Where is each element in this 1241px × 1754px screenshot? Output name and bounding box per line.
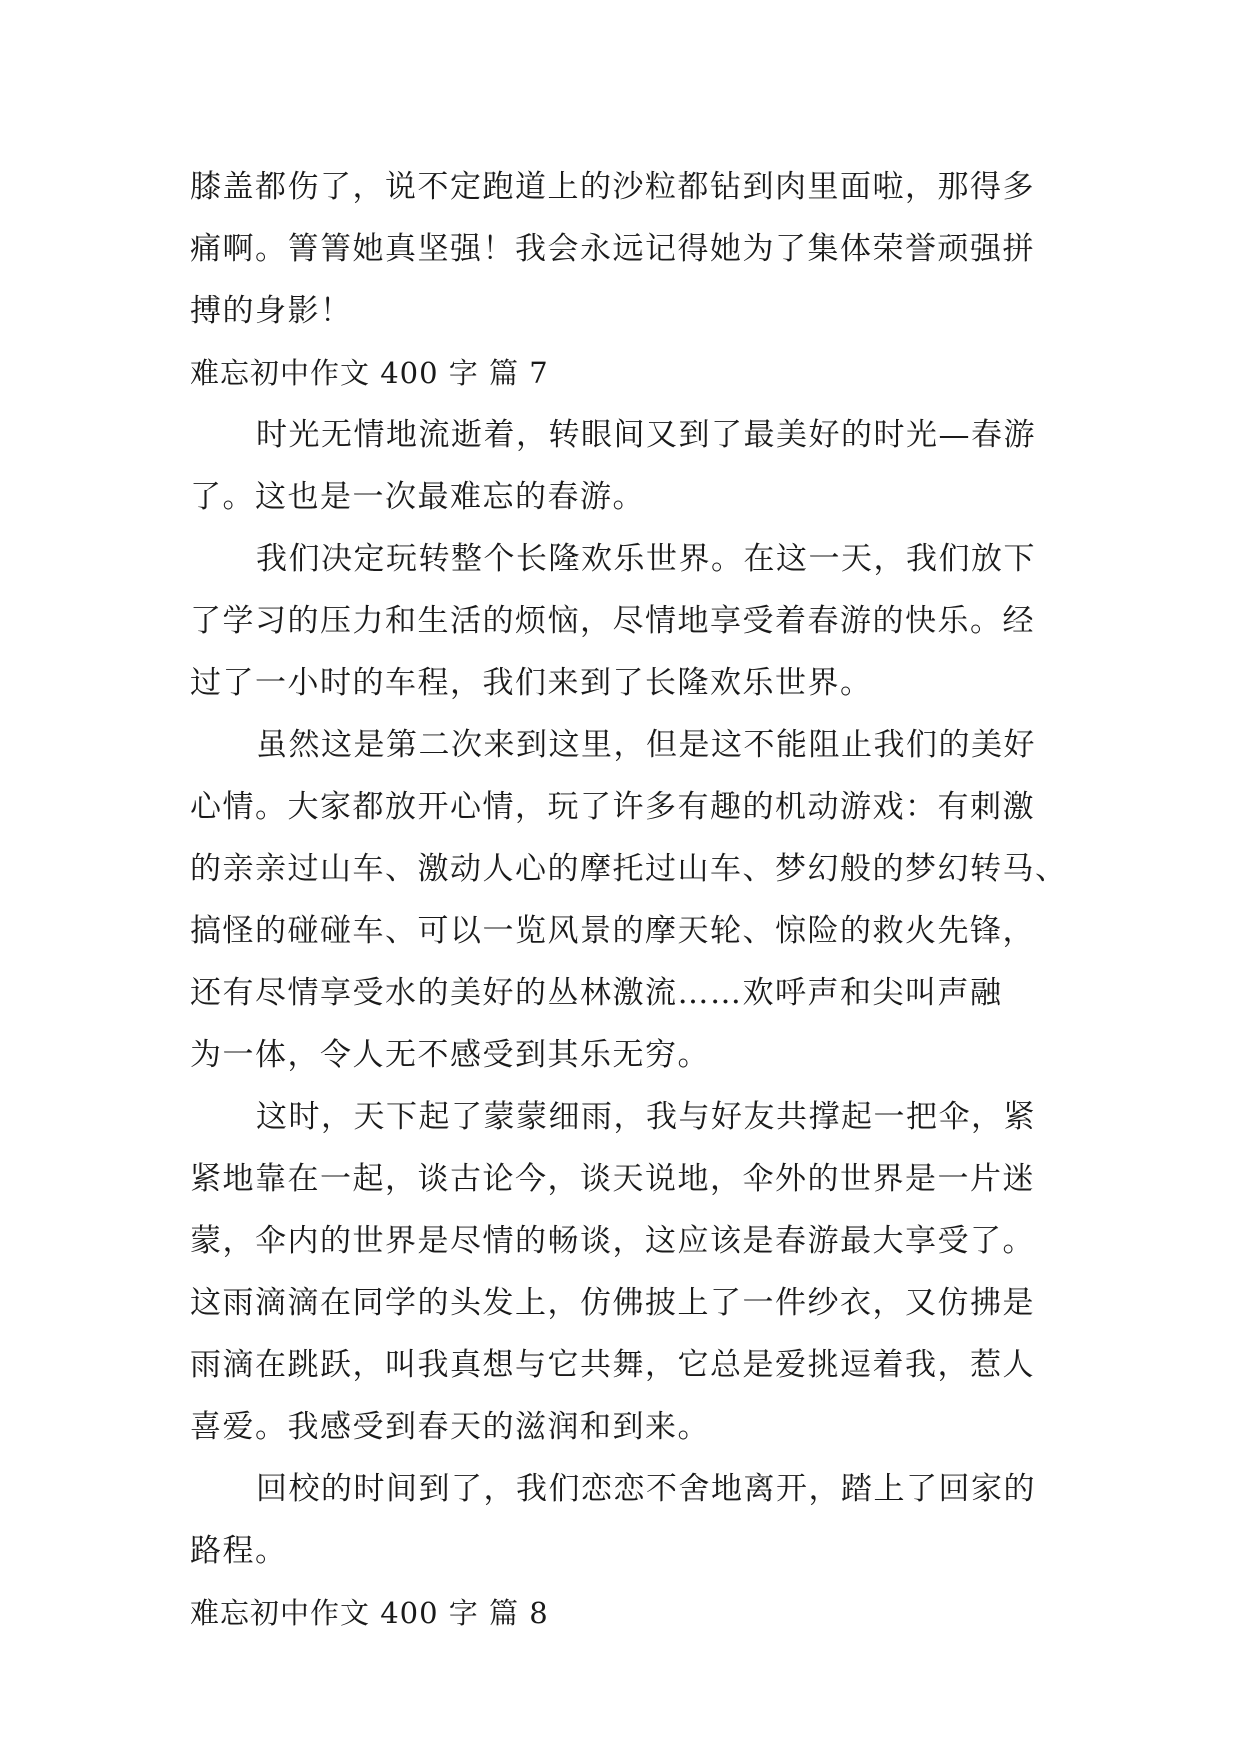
text-line: 了学习的压力和生活的烦恼，尽情地享受着春游的快乐。经 [190,603,1035,639]
text-line: 的亲亲过山车、激动人心的摩托过山车、梦幻般的梦幻转马、 [190,851,1068,887]
section-heading: 难忘初中作文 400 字 篇 7 [190,356,549,390]
text-line: 搏的身影！ [190,293,353,329]
document-page [190,156,1068,1644]
text-line: 膝盖都伤了，说不定跑道上的沙粒都钻到肉里面啦，那得多 [190,169,1035,205]
text-line: 这雨滴滴在同学的头发上，仿佛披上了一件纱衣，又仿拂是 [190,1285,1035,1321]
text-line: 紧地靠在一起，谈古论今，谈天说地，伞外的世界是一片迷 [190,1161,1035,1197]
section-heading: 难忘初中作文 400 字 篇 8 [190,1596,549,1630]
text-line: 蒙，伞内的世界是尽情的畅谈，这应该是春游最大享受了。 [190,1223,1035,1259]
text-line: 搞怪的碰碰车、可以一览风景的摩天轮、惊险的救火先锋， [190,913,1035,949]
text-line: 我们决定玩转整个长隆欢乐世界。在这一天，我们放下 [256,541,1036,577]
text-line: 路程。 [190,1533,288,1569]
text-line: 了。这也是一次最难忘的春游。 [190,479,645,515]
text-line: 还有尽情享受水的美好的丛林激流……欢呼声和尖叫声融 [190,975,1003,1011]
text-line: 虽然这是第二次来到这里，但是这不能阻止我们的美好 [256,727,1036,763]
text-line: 痛啊。箐箐她真坚强！我会永远记得她为了集体荣誉顽强拼 [190,231,1035,267]
text-line: 为一体，令人无不感受到其乐无穷。 [190,1037,710,1073]
text-line: 喜爱。我感受到春天的滋润和到来。 [190,1409,710,1445]
text-line: 时光无情地流逝着，转眼间又到了最美好的时光—春游 [256,417,1036,453]
text-line: 回校的时间到了，我们恋恋不舍地离开，踏上了回家的 [256,1471,1036,1507]
text-line: 心情。大家都放开心情，玩了许多有趣的机动游戏：有刺激 [190,789,1035,825]
text-line: 这时，天下起了蒙蒙细雨，我与好友共撑起一把伞，紧 [256,1099,1036,1135]
text-line: 过了一小时的车程，我们来到了长隆欢乐世界。 [190,665,873,701]
text-line: 雨滴在跳跃，叫我真想与它共舞，它总是爱挑逗着我，惹人 [190,1347,1035,1383]
